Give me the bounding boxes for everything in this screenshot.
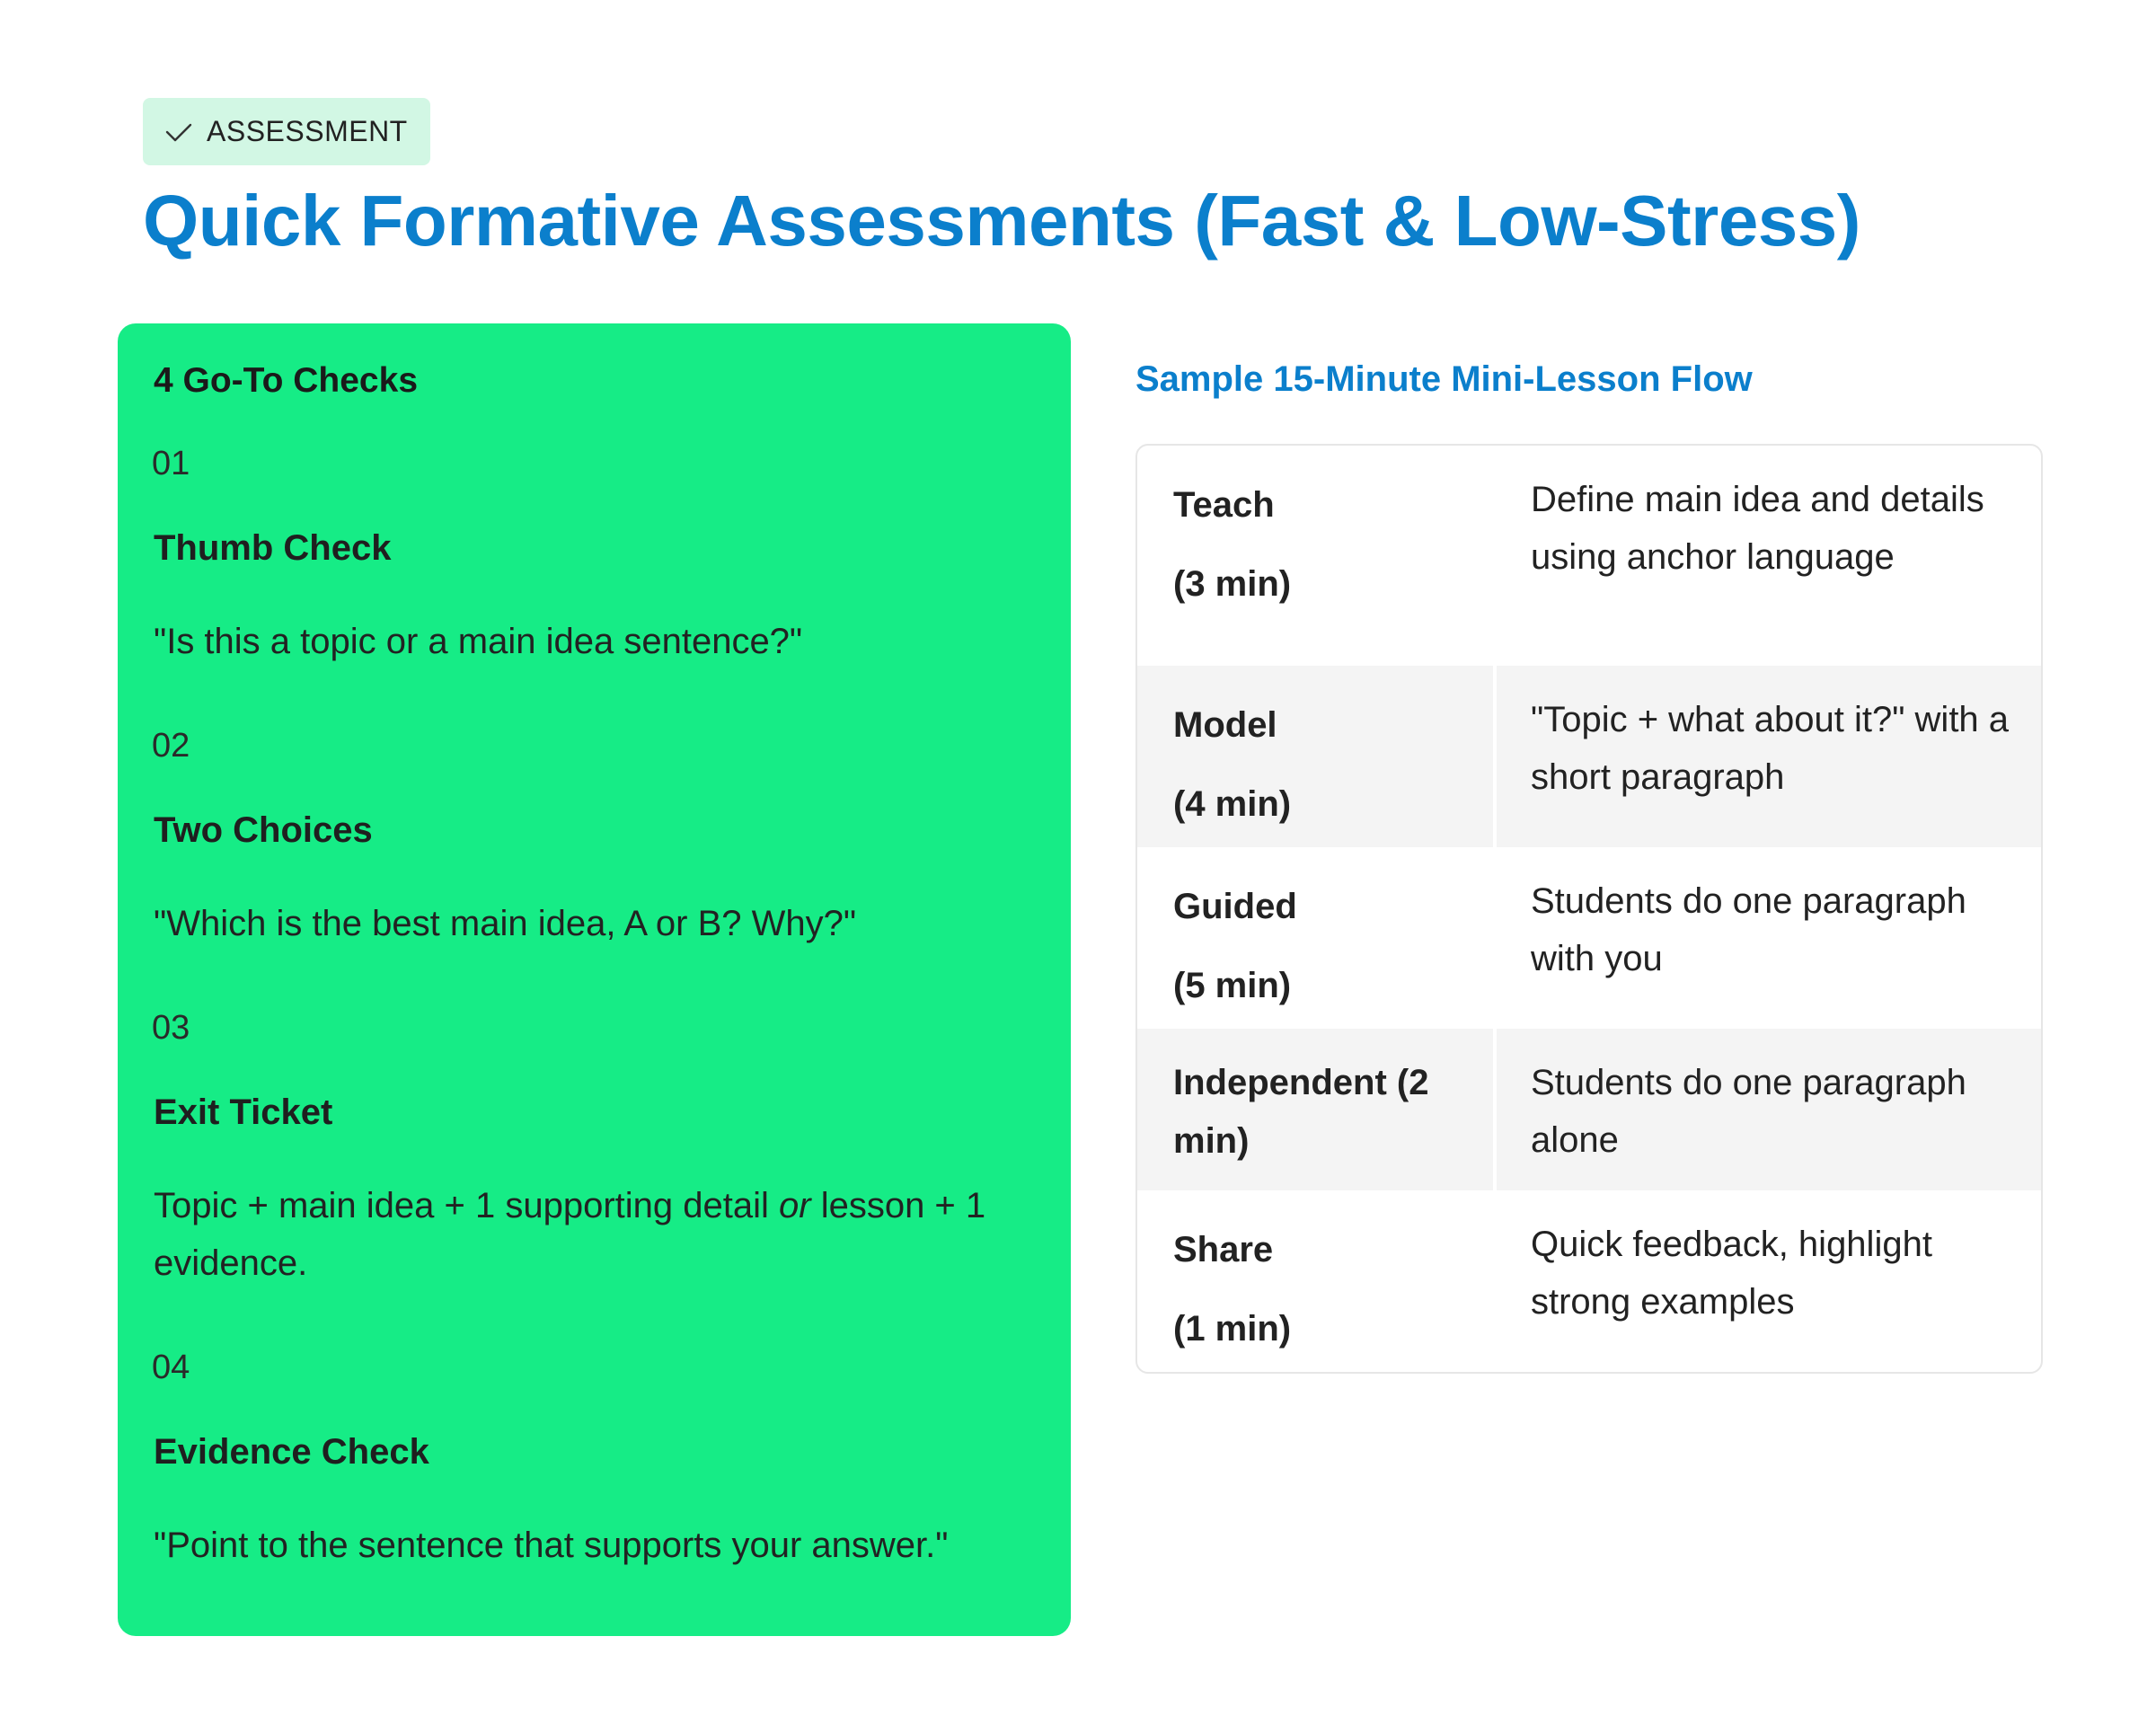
check-number: 01 xyxy=(152,445,190,482)
flow-step xyxy=(1137,1029,1497,1190)
flow-step xyxy=(1137,1190,1497,1372)
check-description: "Point to the sentence that supports your answer." xyxy=(154,1526,949,1565)
step-name: Model xyxy=(1173,705,1277,745)
badge-label: ASSESSMENT xyxy=(207,115,408,147)
flow-step xyxy=(1137,847,1497,1029)
flow-heading: Sample 15-Minute Mini-Lesson Flow xyxy=(1135,359,1753,399)
flow-step xyxy=(1137,666,1497,847)
check-title: Exit Ticket xyxy=(154,1092,333,1132)
step-name: Teach xyxy=(1173,485,1275,525)
step-time: (5 min) xyxy=(1173,966,1292,1005)
check-item-thumb-check xyxy=(154,446,1052,670)
flow-description: Define main idea and details using anchor language xyxy=(1531,480,1984,577)
step-time: (3 min) xyxy=(1173,564,1292,604)
flow-description: "Topic + what about it?" with a short paragraph xyxy=(1531,700,2010,797)
check-description: "Which is the best main idea, A or B? Why?" xyxy=(154,904,857,943)
flow-row-share xyxy=(1137,1190,2041,1372)
page-title: Quick Formative Assessments (Fast & Low-Stress) xyxy=(143,181,1860,261)
checks-heading: 4 Go-To Checks xyxy=(154,361,419,400)
flow-step xyxy=(1137,446,1497,666)
check-icon xyxy=(163,117,194,147)
check-number: 02 xyxy=(152,727,190,765)
go-to-checks-card xyxy=(118,323,1071,1636)
description-text: Topic + main idea + 1 supporting detail xyxy=(154,1186,779,1225)
check-title: Two Choices xyxy=(154,810,373,850)
flow-description: Students do one paragraph alone xyxy=(1531,1063,1966,1160)
flow-row-guided xyxy=(1137,847,2041,1029)
description-emphasis: or xyxy=(779,1186,811,1225)
category-badge xyxy=(143,98,430,165)
check-description: "Is this a topic or a main idea sentence?" xyxy=(154,622,803,661)
flow-description: Students do one paragraph with you xyxy=(1531,881,1966,978)
step-time: (1 min) xyxy=(1173,1309,1292,1349)
check-description xyxy=(154,1177,1052,1292)
check-number: 03 xyxy=(152,1009,190,1047)
step-name: Independent (2 min) xyxy=(1173,1063,1429,1161)
check-item-two-choices xyxy=(154,728,1052,952)
step-name: Share xyxy=(1173,1230,1274,1269)
flow-row-independent xyxy=(1137,1029,2041,1190)
flow-row-model xyxy=(1137,666,2041,847)
check-title: Thumb Check xyxy=(154,528,392,568)
check-item-evidence-check xyxy=(154,1349,1052,1574)
flow-row-teach xyxy=(1137,446,2041,666)
step-time: (4 min) xyxy=(1173,784,1292,824)
step-name: Guided xyxy=(1173,887,1297,926)
check-title: Evidence Check xyxy=(154,1432,429,1472)
check-number: 04 xyxy=(152,1349,190,1386)
flow-description: Quick feedback, highlight strong examples xyxy=(1531,1225,1932,1322)
mini-lesson-flow-table xyxy=(1135,444,2043,1374)
check-item-exit-ticket xyxy=(154,1010,1052,1292)
description-text: lesson + 1 evidence. xyxy=(154,1186,986,1283)
